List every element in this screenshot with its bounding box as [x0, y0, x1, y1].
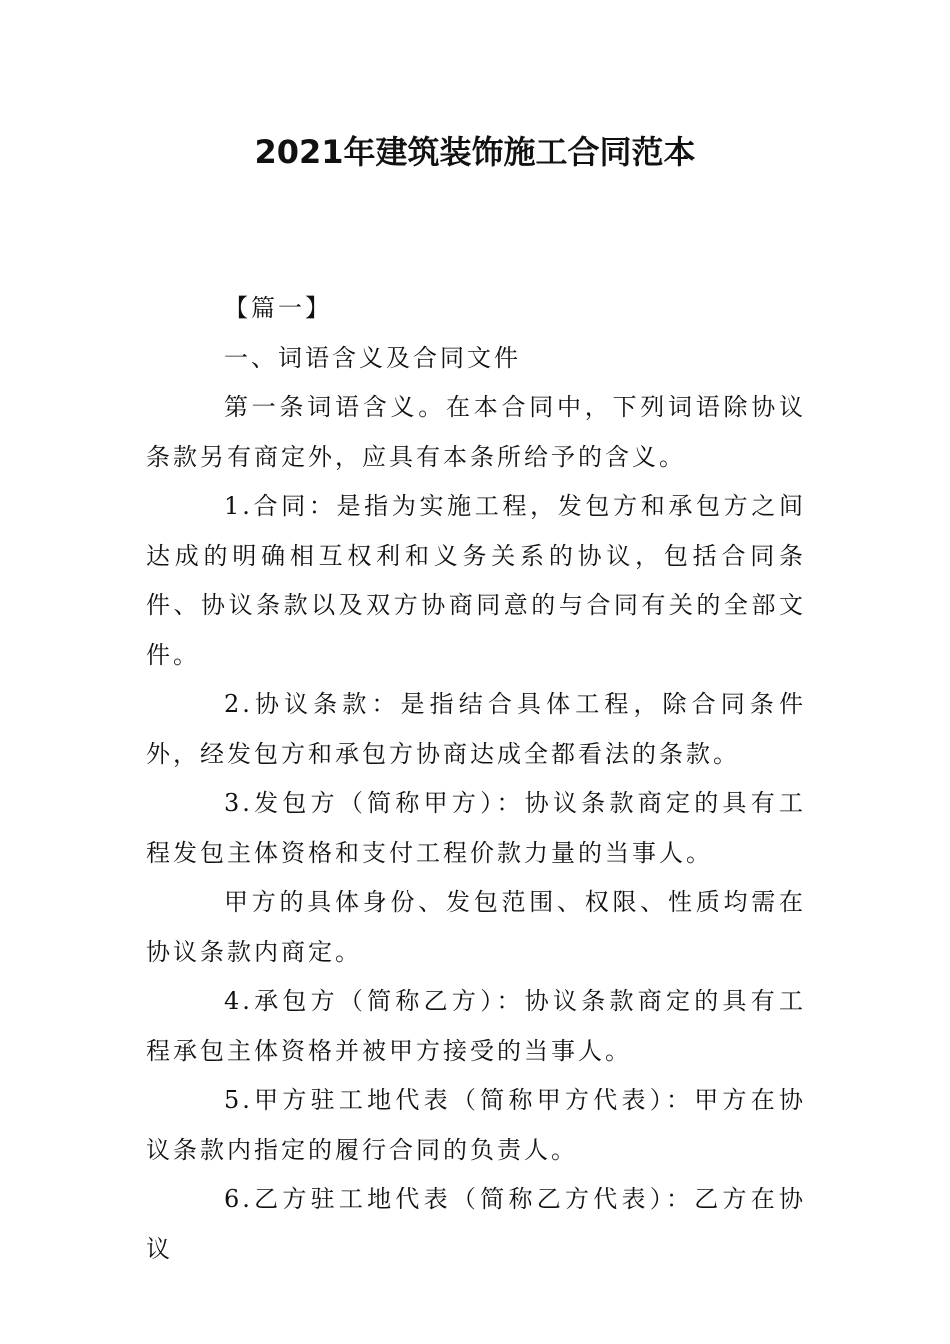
- definition-paragraph: 1.合同：是指为实施工程，发包方和承包方之间达成的明确相互权利和义务关系的协议，包括合同条件、协议条款以及双方协商同意的与合同有关的全部文件。: [146, 492, 806, 669]
- definition-paragraph: 3.发包方（简称甲方）：协议条款商定的具有工程发包主体资格和支付工程价款力量的当事人。: [146, 789, 806, 867]
- body-paragraph: 甲方的具体身份、发包范围、权限、性质均需在协议条款内商定。: [146, 888, 806, 966]
- section-label: 【篇一】: [224, 294, 332, 322]
- definition-paragraph: 2.协议条款：是指结合具体工程，除合同条件外，经发包方和承包方协商达成全都看法的条款。: [146, 690, 806, 768]
- definition-paragraph: 6.乙方驻工地代表（简称乙方代表）：乙方在协议: [146, 1185, 806, 1263]
- definition-paragraph: 5.甲方驻工地代表（简称甲方代表）：甲方在协议条款内指定的履行合同的负责人。: [146, 1086, 806, 1164]
- article-paragraph: 第一条词语含义。在本合同中，下列词语除协议条款另有商定外，应具有本条所给予的含义。: [146, 393, 806, 471]
- document-body: [146, 284, 806, 1274]
- document-title: 2021年建筑装饰施工合同范本: [254, 133, 696, 171]
- chapter-heading: 一、词语含义及合同文件: [224, 343, 521, 372]
- definition-paragraph: 4.承包方（简称乙方）：协议条款商定的具有工程承包主体资格并被甲方接受的当事人。: [146, 987, 806, 1065]
